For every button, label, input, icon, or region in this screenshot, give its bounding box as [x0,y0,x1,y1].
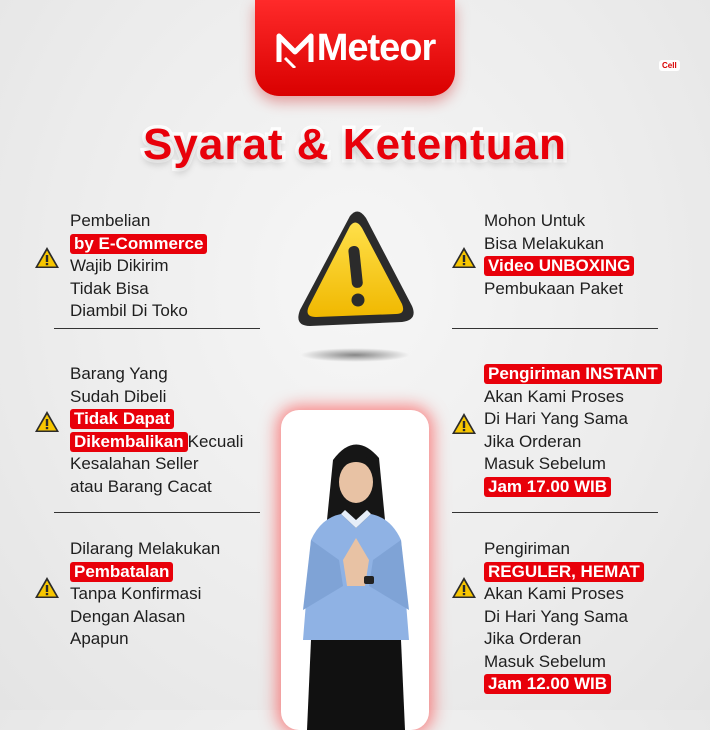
term-regular [484,538,644,696]
divider [54,328,260,329]
term-highlight: Jam 12.00 WIB [484,674,611,694]
term-line: Wajib Dikirim [70,256,169,275]
warning-icon [34,576,60,600]
term-highlight: Jam 17.00 WIB [484,477,611,497]
term-line: atau Barang Cacat [70,476,212,496]
term-line: Masuk Sebelum [484,651,606,671]
warning-shadow [300,348,410,362]
term-unboxing [484,210,634,300]
term-line: Pembukaan Paket [484,278,623,298]
term-line: Akan Kami Proses [484,386,624,406]
model-figure-icon [281,410,429,730]
term-line: Jika Orderan [484,431,582,451]
term-highlight: by E-Commerce [70,234,207,254]
brand-logo [255,0,677,96]
brand-sub: Cell [659,60,680,71]
term-line: Apapun [70,629,129,648]
term-line: Tanpa Konfirmasi [70,584,202,603]
brand-name: Meteor [316,26,436,69]
warning-icon [451,246,477,270]
warning-icon [288,206,418,336]
term-highlight: Dikembalikan [70,432,188,452]
term-line: Diambil Di Toko [70,301,188,320]
term-line: Di Hari Yang Sama [484,409,628,428]
term-line: Tidak Bisa [70,278,149,298]
term-line: Kesalahan Seller [70,454,199,473]
term-line: Di Hari Yang Sama [484,606,628,626]
warning-icon [451,412,477,436]
term-line: Masuk Sebelum [484,454,606,473]
model-photo [281,410,429,730]
term-line: Barang Yang [70,364,168,383]
term-line: Jika Orderan [484,629,582,648]
page-title: Syarat & Ketentuan [143,120,567,169]
term-line: Bisa Melakukan [484,233,605,253]
term-instant [484,363,662,498]
term-highlight: REGULER, HEMAT [484,562,644,582]
term-line: Pembelian [70,211,151,230]
term-no-cancel [70,538,220,651]
term-line: Sudah Dibeli [70,386,167,406]
term-line: Kecuali [187,431,244,451]
term-no-return [70,363,243,498]
term-ecommerce [70,210,207,323]
term-highlight: Video UNBOXING [484,256,634,276]
term-line: Akan Kami Proses [484,584,624,603]
term-line: Dengan Alasan [70,606,186,626]
divider [452,512,658,513]
term-line: Dilarang Melakukan [70,539,221,558]
term-highlight: Pengiriman INSTANT [484,364,662,384]
divider [452,328,658,329]
warning-icon [34,410,60,434]
term-highlight: Tidak Dapat [70,409,174,429]
warning-icon [34,246,60,270]
term-line: Pengiriman [484,539,570,558]
term-line: Mohon Untuk [484,211,586,230]
warning-icon [451,576,477,600]
divider [54,512,260,513]
meteor-logo-icon [275,28,315,68]
term-highlight: Pembatalan [70,562,173,582]
